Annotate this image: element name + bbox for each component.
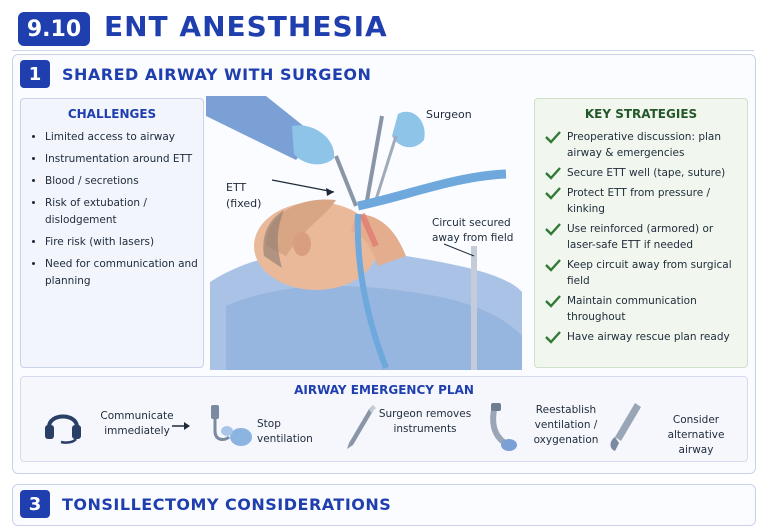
strategy-text: Maintain communication throughout xyxy=(567,295,697,323)
section-title: SHARED AIRWAY WITH SURGEON xyxy=(62,65,372,84)
header-divider xyxy=(12,50,754,51)
step-label: Communicate immediately xyxy=(100,410,174,437)
shared-airway-illustration xyxy=(206,96,526,370)
check-icon xyxy=(545,222,561,236)
check-icon xyxy=(545,186,561,200)
check-icon xyxy=(545,294,561,308)
list-item: • Risk of extubation / dislodgement xyxy=(45,195,203,229)
list-item xyxy=(543,329,743,345)
list-item xyxy=(543,129,743,161)
list-item: • Need for communication and planning xyxy=(45,256,203,290)
step-label: Reestablish ventilation / oxygenation xyxy=(533,404,599,446)
challenges-list xyxy=(29,129,203,295)
strategy-text: Keep circuit away from surgical field xyxy=(567,259,732,287)
list-item xyxy=(543,293,743,325)
list-item xyxy=(543,257,743,289)
scalpel-icon xyxy=(343,403,377,451)
emergency-step-remove-instruments xyxy=(341,399,471,455)
emergency-step-reestablish xyxy=(483,399,613,455)
circuit-label: Circuit secured away from field xyxy=(432,217,514,244)
check-icon xyxy=(545,330,561,344)
chapter-number-badge: 9.10 xyxy=(18,12,90,46)
list-item: • Fire risk (with lasers) xyxy=(45,234,203,251)
section-number-badge: 1 xyxy=(20,60,50,88)
emergency-step-stop-ventilation xyxy=(199,399,339,455)
strategies-list xyxy=(543,129,743,349)
list-item xyxy=(543,221,743,253)
step-label: Surgeon removes instruments xyxy=(378,408,472,435)
emergency-step-communicate xyxy=(39,399,189,455)
strategy-text: Preoperative discussion: plan airway & emergencies xyxy=(567,131,722,159)
strategy-text: Protect ETT from pressure / kinking xyxy=(567,187,711,215)
list-item xyxy=(543,165,743,181)
strategy-text: Use reinforced (armored) or laser-safe ETT if needed xyxy=(567,223,714,251)
strategies-title: KEY STRATEGIES xyxy=(584,107,698,121)
emergency-plan-title: AIRWAY EMERGENCY PLAN xyxy=(294,383,474,397)
strategy-text: Have airway rescue plan ready xyxy=(567,331,730,343)
check-icon xyxy=(545,258,561,272)
laryngoscope-icon xyxy=(605,401,645,453)
strategy-text: Secure ETT well (tape, suture) xyxy=(567,167,726,179)
page-title: ENT ANESTHESIA xyxy=(104,10,388,43)
breathing-bag-icon xyxy=(201,401,255,453)
challenges-title: CHALLENGES xyxy=(67,107,157,121)
check-icon xyxy=(545,166,561,180)
emergency-step-alternative-airway xyxy=(605,399,745,455)
headset-icon xyxy=(43,403,83,445)
arrow-right-icon xyxy=(171,421,191,431)
ett-label: ETT (fixed) xyxy=(226,181,262,210)
surgeon-label: Surgeon xyxy=(426,108,472,121)
list-item xyxy=(543,185,743,217)
airway-device-icon xyxy=(485,401,521,453)
section-title: TONSILLECTOMY CONSIDERATIONS xyxy=(62,495,392,514)
check-icon xyxy=(545,130,561,144)
airway-emergency-plan xyxy=(20,376,748,462)
step-label: Stop ventilation xyxy=(257,418,313,445)
challenges-panel xyxy=(20,98,204,368)
list-item: • Instrumentation around ETT xyxy=(45,151,203,168)
key-strategies-panel xyxy=(534,98,748,368)
list-item: • Blood / secretions xyxy=(45,173,203,190)
step-label: Consider alternative airway xyxy=(667,414,725,456)
section-number-badge: 3 xyxy=(20,490,50,518)
list-item: • Limited access to airway xyxy=(45,129,203,146)
